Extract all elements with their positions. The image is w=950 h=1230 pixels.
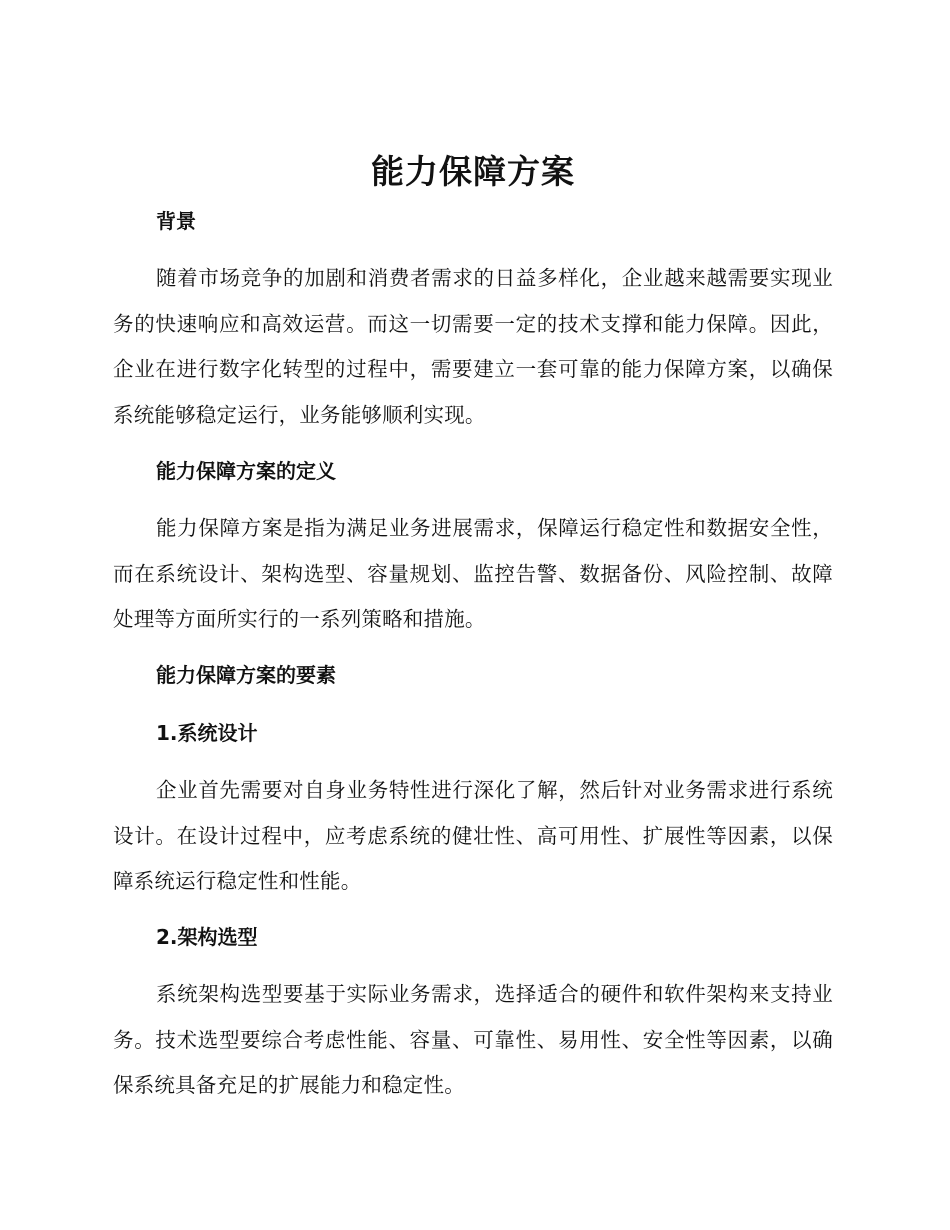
section-heading-background: 背景 bbox=[156, 209, 196, 233]
section-paragraph-architecture: 系统架构选型要基于实际业务需求，选择适合的硬件和软件架构来支持业务。技术选型要综合考虑性能、容量、可靠性、易用性、安全性等因素，以确保系统具备充足的扩展能力和稳定性。 bbox=[113, 982, 833, 1097]
section-heading-system-design: 1.系统设计 bbox=[156, 721, 258, 745]
document-title: 能力保障方案 bbox=[371, 152, 575, 191]
section-heading-architecture: 2.架构选型 bbox=[156, 925, 258, 949]
section-paragraph-background: 随着市场竞争的加剧和消费者需求的日益多样化，企业越来越需要实现业务的快速响应和高效运营。而这一切需要一定的技术支撑和能力保障。因此，企业在进行数字化转型的过程中，需要建立一套可靠的能力保障方案，以确保系统能够稳定运行，业务能够顺利实现。 bbox=[113, 266, 833, 427]
section-paragraph-system-design: 企业首先需要对自身业务特性进行深化了解，然后针对业务需求进行系统设计。在设计过程中，应考虑系统的健壮性、高可用性、扩展性等因素，以保障系统运行稳定性和性能。 bbox=[113, 778, 833, 893]
section-heading-elements: 能力保障方案的要素 bbox=[156, 663, 336, 687]
section-paragraph-definition: 能力保障方案是指为满足业务进展需求，保障运行稳定性和数据安全性，而在系统设计、架构选型、容量规划、监控告警、数据备份、风险控制、故障处理等方面所实行的一系列策略和措施。 bbox=[113, 516, 833, 631]
section-heading-definition: 能力保障方案的定义 bbox=[156, 459, 336, 483]
